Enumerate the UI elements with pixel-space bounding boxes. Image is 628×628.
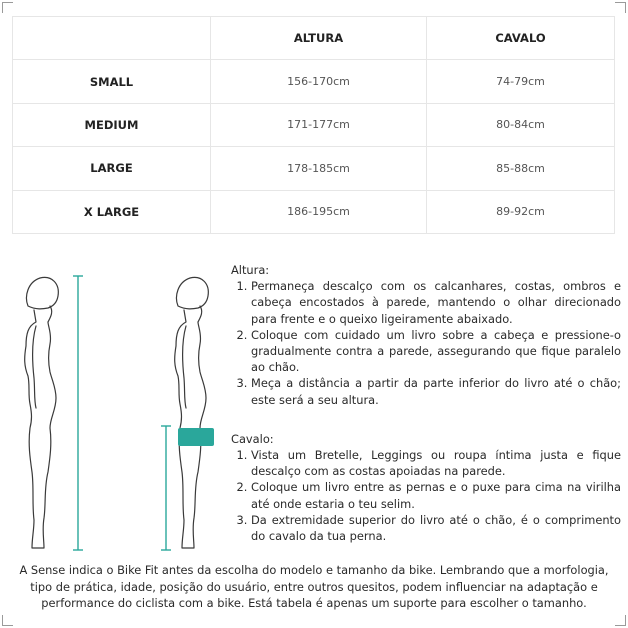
list-item: 3. Da extremidade superior do livro até o chão, é o comprimento do cavalo da tua perna. — [251, 512, 621, 544]
altura-value: 178-185cm — [211, 147, 427, 190]
cavalo-value: 85-88cm — [427, 147, 615, 190]
corner-mark-bottom-left — [2, 615, 13, 626]
figure-height — [25, 277, 59, 548]
cavalo-value: 80-84cm — [427, 103, 615, 146]
hair-icon — [27, 277, 59, 308]
body-outline — [25, 310, 56, 548]
cavalo-value: 74-79cm — [427, 60, 615, 103]
altura-section — [231, 262, 621, 408]
hair-icon — [177, 277, 209, 308]
size-label: LARGE — [13, 147, 211, 190]
table-row — [13, 147, 615, 190]
list-item: 3. Meça a distância a partir da parte inferior do livro até o chão; este será a seu altura. — [251, 375, 621, 407]
header-empty — [13, 17, 211, 60]
table-row — [13, 103, 615, 146]
book-icon — [178, 428, 214, 446]
measurement-illustration — [10, 268, 230, 558]
cavalo-value: 89-92cm — [427, 190, 615, 233]
arm-outline — [33, 326, 36, 408]
cavalo-section — [231, 431, 621, 544]
list-item: 2. Coloque com cuidado um livro sobre a cabeça e pressione-o gradualmente contra a parede, assegurando que fique paralelo ao chão. — [251, 327, 621, 376]
cavalo-steps — [231, 447, 621, 544]
size-label: SMALL — [13, 60, 211, 103]
header-cavalo: CAVALO — [427, 17, 615, 60]
corner-mark-bottom-right — [615, 615, 626, 626]
altura-steps — [231, 278, 621, 408]
figure-inseam — [175, 277, 209, 548]
disclaimer-text: A Sense indica o Bike Fit antes da escolha do modelo e tamanho da bike. Lembrando que a morfologia, tipo de prática, idade, posição do usuário, entre outros quesitos, podem influenciar na adaptação e performance do ciclista com a bike. Está tabela é apenas um suporte para escolher o tamanho. — [19, 563, 609, 611]
altura-heading: Altura: — [231, 263, 270, 277]
list-item: 1. Permaneça descalço com os calcanhares, costas, ombros e cabeça encostados à parede, mantendo o olhar direcionado para frente e o queixo ligeiramente abaixado. — [251, 278, 621, 327]
corner-mark-top-left — [2, 2, 13, 13]
table-header-row — [13, 17, 615, 60]
instructions-panel — [231, 262, 621, 544]
table-row — [13, 60, 615, 103]
altura-value: 171-177cm — [211, 103, 427, 146]
altura-value: 156-170cm — [211, 60, 427, 103]
table-row — [13, 190, 615, 233]
altura-value: 186-195cm — [211, 190, 427, 233]
list-item: 2. Coloque um livro entre as pernas e o puxe para cima na virilha até onde estaria o teu selim. — [251, 479, 621, 511]
size-label: X LARGE — [13, 190, 211, 233]
size-label: MEDIUM — [13, 103, 211, 146]
cavalo-heading: Cavalo: — [231, 431, 274, 446]
arm-outline — [183, 326, 186, 408]
list-item: 1. Vista um Bretelle, Leggings ou roupa íntima justa e fique descalço com as costas apoiadas na parede. — [251, 447, 621, 479]
corner-mark-top-right — [615, 2, 626, 13]
header-altura: ALTURA — [211, 17, 427, 60]
size-table — [12, 16, 615, 234]
